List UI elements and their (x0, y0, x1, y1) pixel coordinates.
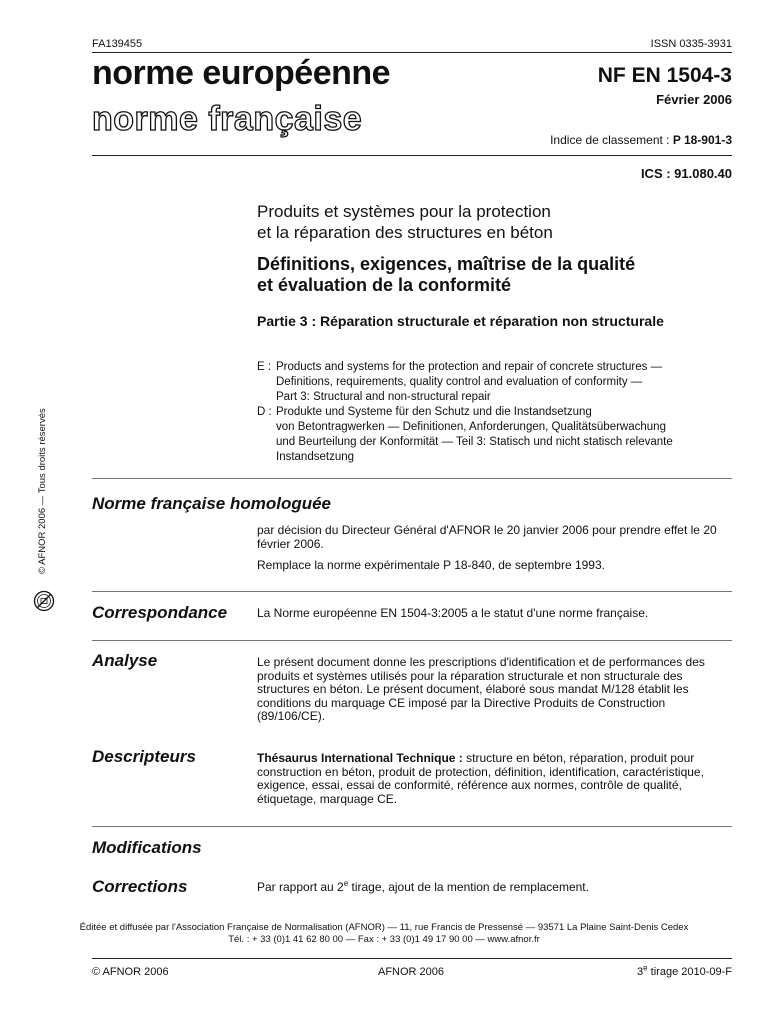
subtitle-line-2: et la réparation des structures en béton (257, 223, 553, 242)
german-title-line: und Beurteilung der Konformität — Teil 3: Statisch und nicht statisch relevante (276, 436, 673, 448)
corrections-text-start: Par rapport au 2 (257, 880, 344, 894)
english-title-block (257, 360, 737, 405)
section-divider (92, 591, 732, 592)
english-title-line: Products and systems for the protection and repair of concrete structures — (276, 361, 663, 373)
corrections-text-end: tirage, ajout de la mention de remplacement. (348, 880, 589, 894)
header-divider (92, 52, 732, 53)
descripteurs-text (257, 752, 733, 806)
corrections-text (257, 881, 733, 895)
document-subtitle (257, 201, 697, 243)
standard-date: Février 2006 (656, 92, 732, 107)
german-label: D : (257, 406, 272, 418)
sidebar-copyright: © AFNOR 2006 — Tous droits réservés (37, 408, 48, 574)
descripteurs-keywords: structure en béton, réparation, produit pour construction en béton, produit de protection, définition, identification, caractéristique, exigence, essai, essai de conformité, référence aux normes, contrôle de qualité, étiquetage, marquage CE. (257, 751, 704, 806)
german-title-block (257, 405, 737, 465)
no-photocopy-seal-icon (33, 590, 55, 612)
main-title-line-1: Définitions, exigences, maîtrise de la qualité (257, 254, 636, 274)
publisher-contact: Tél. : + 33 (0)1 41 62 80 00 — Fax : + 33 (0)1 49 17 90 00 — www.afnor.fr (228, 934, 540, 945)
section-heading-corrections: Corrections (92, 877, 188, 896)
title-norme-europeenne: norme européenne (92, 54, 391, 92)
footer-copyright: © AFNOR 2006 (92, 966, 169, 978)
footer-edition (637, 963, 732, 978)
analyse-text: Le présent document donne les prescriptions d'identification et de performances des produits et systèmes utilisés pour la réparation structurale et non structurale des structures en béton. Le présent document, élaboré sous mandat M/128 établit les conditions du marquage CE imposé par la Directive Produits de Construction (89/106/CE). (257, 655, 705, 723)
classification-divider (92, 155, 732, 156)
classification-value: P 18-901-3 (672, 133, 732, 147)
corrections-superscript: e (343, 879, 349, 888)
descripteurs-label: Thésaurus International Technique : (257, 751, 463, 765)
german-title-line: Instandsetzung (276, 451, 355, 463)
classification-label: Indice de classement : (550, 133, 670, 147)
german-title-line: von Betontragwerken — Definitionen, Anforderungen, Qualitätsüberwachung (276, 421, 666, 433)
issn-number: ISSN 0335-3931 (650, 38, 732, 50)
subtitle-line-1: Produits et systèmes pour la protection (257, 202, 551, 221)
edition-number: 3 (637, 966, 644, 978)
remplace-text: Remplace la norme expérimentale P 18-840, de septembre 1993. (257, 558, 605, 572)
section-heading-descripteurs: Descripteurs (92, 747, 196, 766)
classification-index (550, 133, 732, 147)
section-heading-correspondance: Correspondance (92, 603, 228, 622)
ics-code: ICS : 91.080.40 (640, 166, 732, 181)
section-heading-homologuee: Norme française homologuée (92, 494, 332, 513)
footer-center: AFNOR 2006 (378, 966, 445, 978)
section-divider (92, 826, 732, 827)
section-heading-analyse: Analyse (92, 651, 158, 670)
edition-text: tirage 2010-09-F (647, 966, 732, 978)
homologuee-text: par décision du Directeur Général d'AFNOR le 20 janvier 2006 pour prendre effet le 20 février 2006. (257, 523, 717, 551)
english-title-line: Definitions, requirements, quality control and evaluation of conformity — (276, 376, 643, 388)
document-reference-code: FA139455 (92, 38, 143, 50)
section-heading-modifications: Modifications (92, 838, 202, 857)
part-title: Partie 3 : Réparation structurale et réparation non structurale (257, 313, 664, 329)
section-divider (92, 640, 732, 641)
footer-divider (92, 958, 732, 959)
english-label: E : (257, 361, 272, 373)
english-title-line: Part 3: Structural and non-structural repair (276, 391, 491, 403)
publisher-info (36, 922, 732, 946)
title-norme-francaise: norme française (92, 100, 363, 138)
standard-number: NF EN 1504-3 (597, 64, 732, 87)
main-title-line-2: et évaluation de la conformité (257, 275, 512, 295)
section-divider (92, 478, 732, 479)
correspondance-text: La Norme européenne EN 1504-3:2005 a le statut d'une norme française. (257, 606, 649, 620)
publisher-address: Éditée et diffusée par l'Association Française de Normalisation (AFNOR) — 11, rue Francis de Pressensé — 93571 La Plaine Saint-Denis Cedex (79, 922, 689, 933)
german-title-line: Produkte und Systeme für den Schutz und die Instandsetzung (276, 406, 592, 418)
edition-superscript: e (643, 963, 648, 973)
document-main-title (257, 254, 737, 296)
